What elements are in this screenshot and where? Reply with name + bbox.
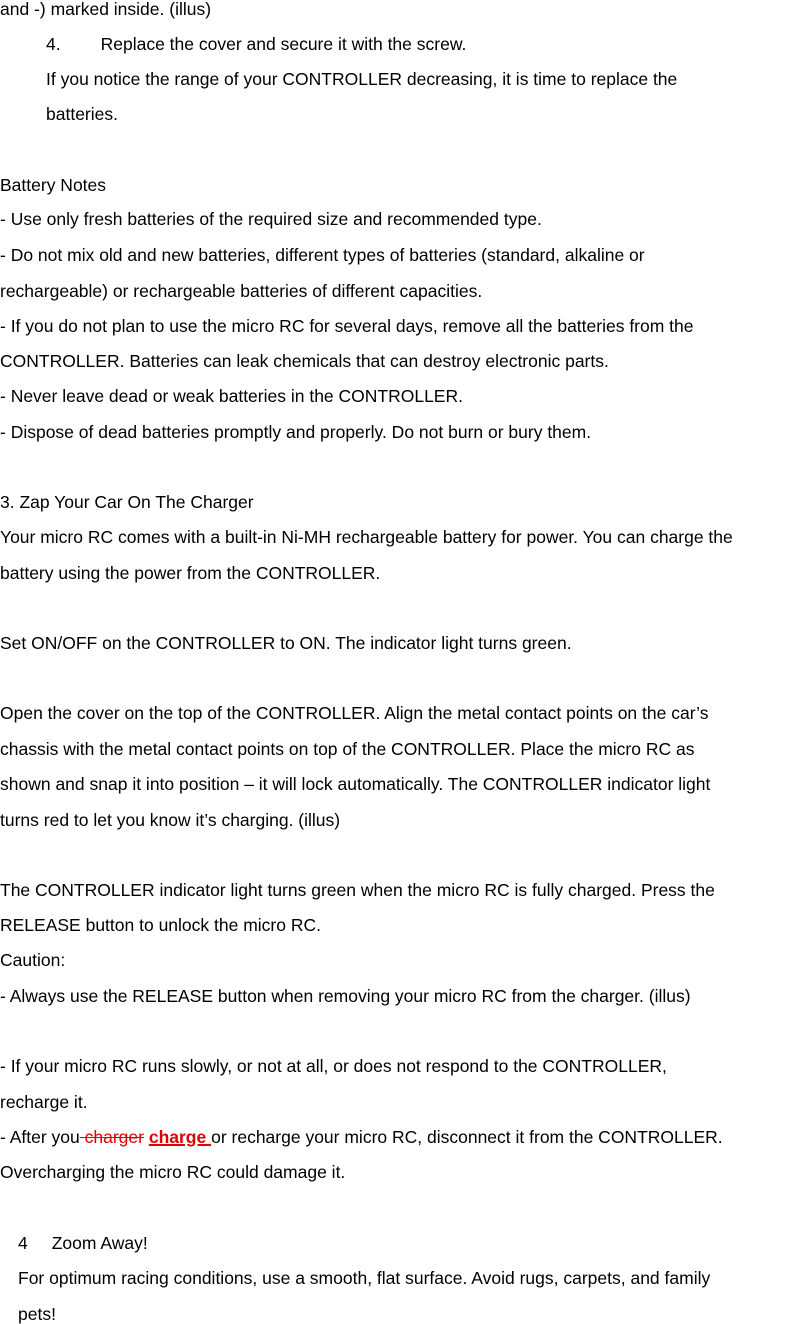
section-4-title: Zoom Away! bbox=[51, 1233, 148, 1253]
carryover-line: and -) marked inside. (illus) bbox=[0, 0, 212, 19]
open-cover-line: turns red to let you know it’s charging. (illus) bbox=[0, 810, 341, 830]
after-charge-text-end: or recharge your micro RC, disconnect it from the CONTROLLER. bbox=[211, 1127, 723, 1147]
battery-note-line: - If you do not plan to use the micro RC for several days, remove all the batteries from the bbox=[0, 316, 694, 336]
overcharge-warning: Overcharging the micro RC could damage it. bbox=[0, 1162, 346, 1182]
fully-charged-line: The CONTROLLER indicator light turns green when the micro RC is fully charged. Press the bbox=[0, 880, 715, 900]
section-3-intro-line: Your micro RC comes with a built-in Ni-MH rechargeable battery for power. You can charge the bbox=[0, 527, 733, 547]
step-4-line bbox=[46, 34, 466, 54]
after-charge-text-start: - After you bbox=[0, 1127, 80, 1147]
inserted-revision-text: charge bbox=[148, 1127, 212, 1147]
runs-slowly-line: - If your micro RC runs slowly, or not at all, or does not respond to the CONTROLLER, bbox=[0, 1056, 667, 1076]
on-off-instruction: Set ON/OFF on the CONTROLLER to ON. The indicator light turns green. bbox=[0, 633, 572, 653]
section-4-line: For optimum racing conditions, use a smooth, flat surface. Avoid rugs, carpets, and family bbox=[18, 1268, 711, 1288]
battery-note-line: rechargeable) or rechargeable batteries of different capacities. bbox=[0, 281, 483, 301]
range-note-line-2: batteries. bbox=[46, 104, 118, 124]
battery-note-line: - Do not mix old and new batteries, different types of batteries (standard, alkaline or bbox=[0, 245, 645, 265]
battery-note-line: - Use only fresh batteries of the required size and recommended type. bbox=[0, 209, 542, 229]
open-cover-line: chassis with the metal contact points on top of the CONTROLLER. Place the micro RC as bbox=[0, 739, 695, 759]
battery-notes-heading: Battery Notes bbox=[0, 175, 107, 195]
battery-note-line: CONTROLLER. Batteries can leak chemicals that can destroy electronic parts. bbox=[0, 351, 609, 371]
battery-note-line: - Dispose of dead batteries promptly and properly. Do not burn or bury them. bbox=[0, 422, 592, 442]
runs-slowly-line: recharge it. bbox=[0, 1092, 88, 1112]
step-text: Replace the cover and secure it with the screw. bbox=[100, 34, 467, 54]
caution-label: Caution: bbox=[0, 950, 66, 970]
section-4-number: 4 bbox=[18, 1233, 28, 1253]
caution-release-line: - Always use the RELEASE button when removing your micro RC from the charger. (illus) bbox=[0, 986, 691, 1006]
step-number: 4. bbox=[46, 34, 61, 54]
range-note-line-1: If you notice the range of your CONTROLLER decreasing, it is time to replace the bbox=[46, 69, 678, 89]
section-4-line: pets! bbox=[18, 1304, 56, 1324]
deleted-revision-text: charger bbox=[79, 1127, 144, 1147]
open-cover-line: shown and snap it into position – it will lock automatically. The CONTROLLER indicator light bbox=[0, 774, 711, 794]
section-3-intro-line: battery using the power from the CONTROLLER. bbox=[0, 563, 381, 583]
section-4-heading bbox=[18, 1233, 148, 1253]
section-3-heading: 3. Zap Your Car On The Charger bbox=[0, 492, 254, 512]
fully-charged-line: RELEASE button to unlock the micro RC. bbox=[0, 915, 321, 935]
open-cover-line: Open the cover on the top of the CONTROLLER. Align the metal contact points on the car’s bbox=[0, 703, 709, 723]
battery-note-line: - Never leave dead or weak batteries in the CONTROLLER. bbox=[0, 386, 463, 406]
after-charge-line bbox=[0, 1127, 723, 1147]
